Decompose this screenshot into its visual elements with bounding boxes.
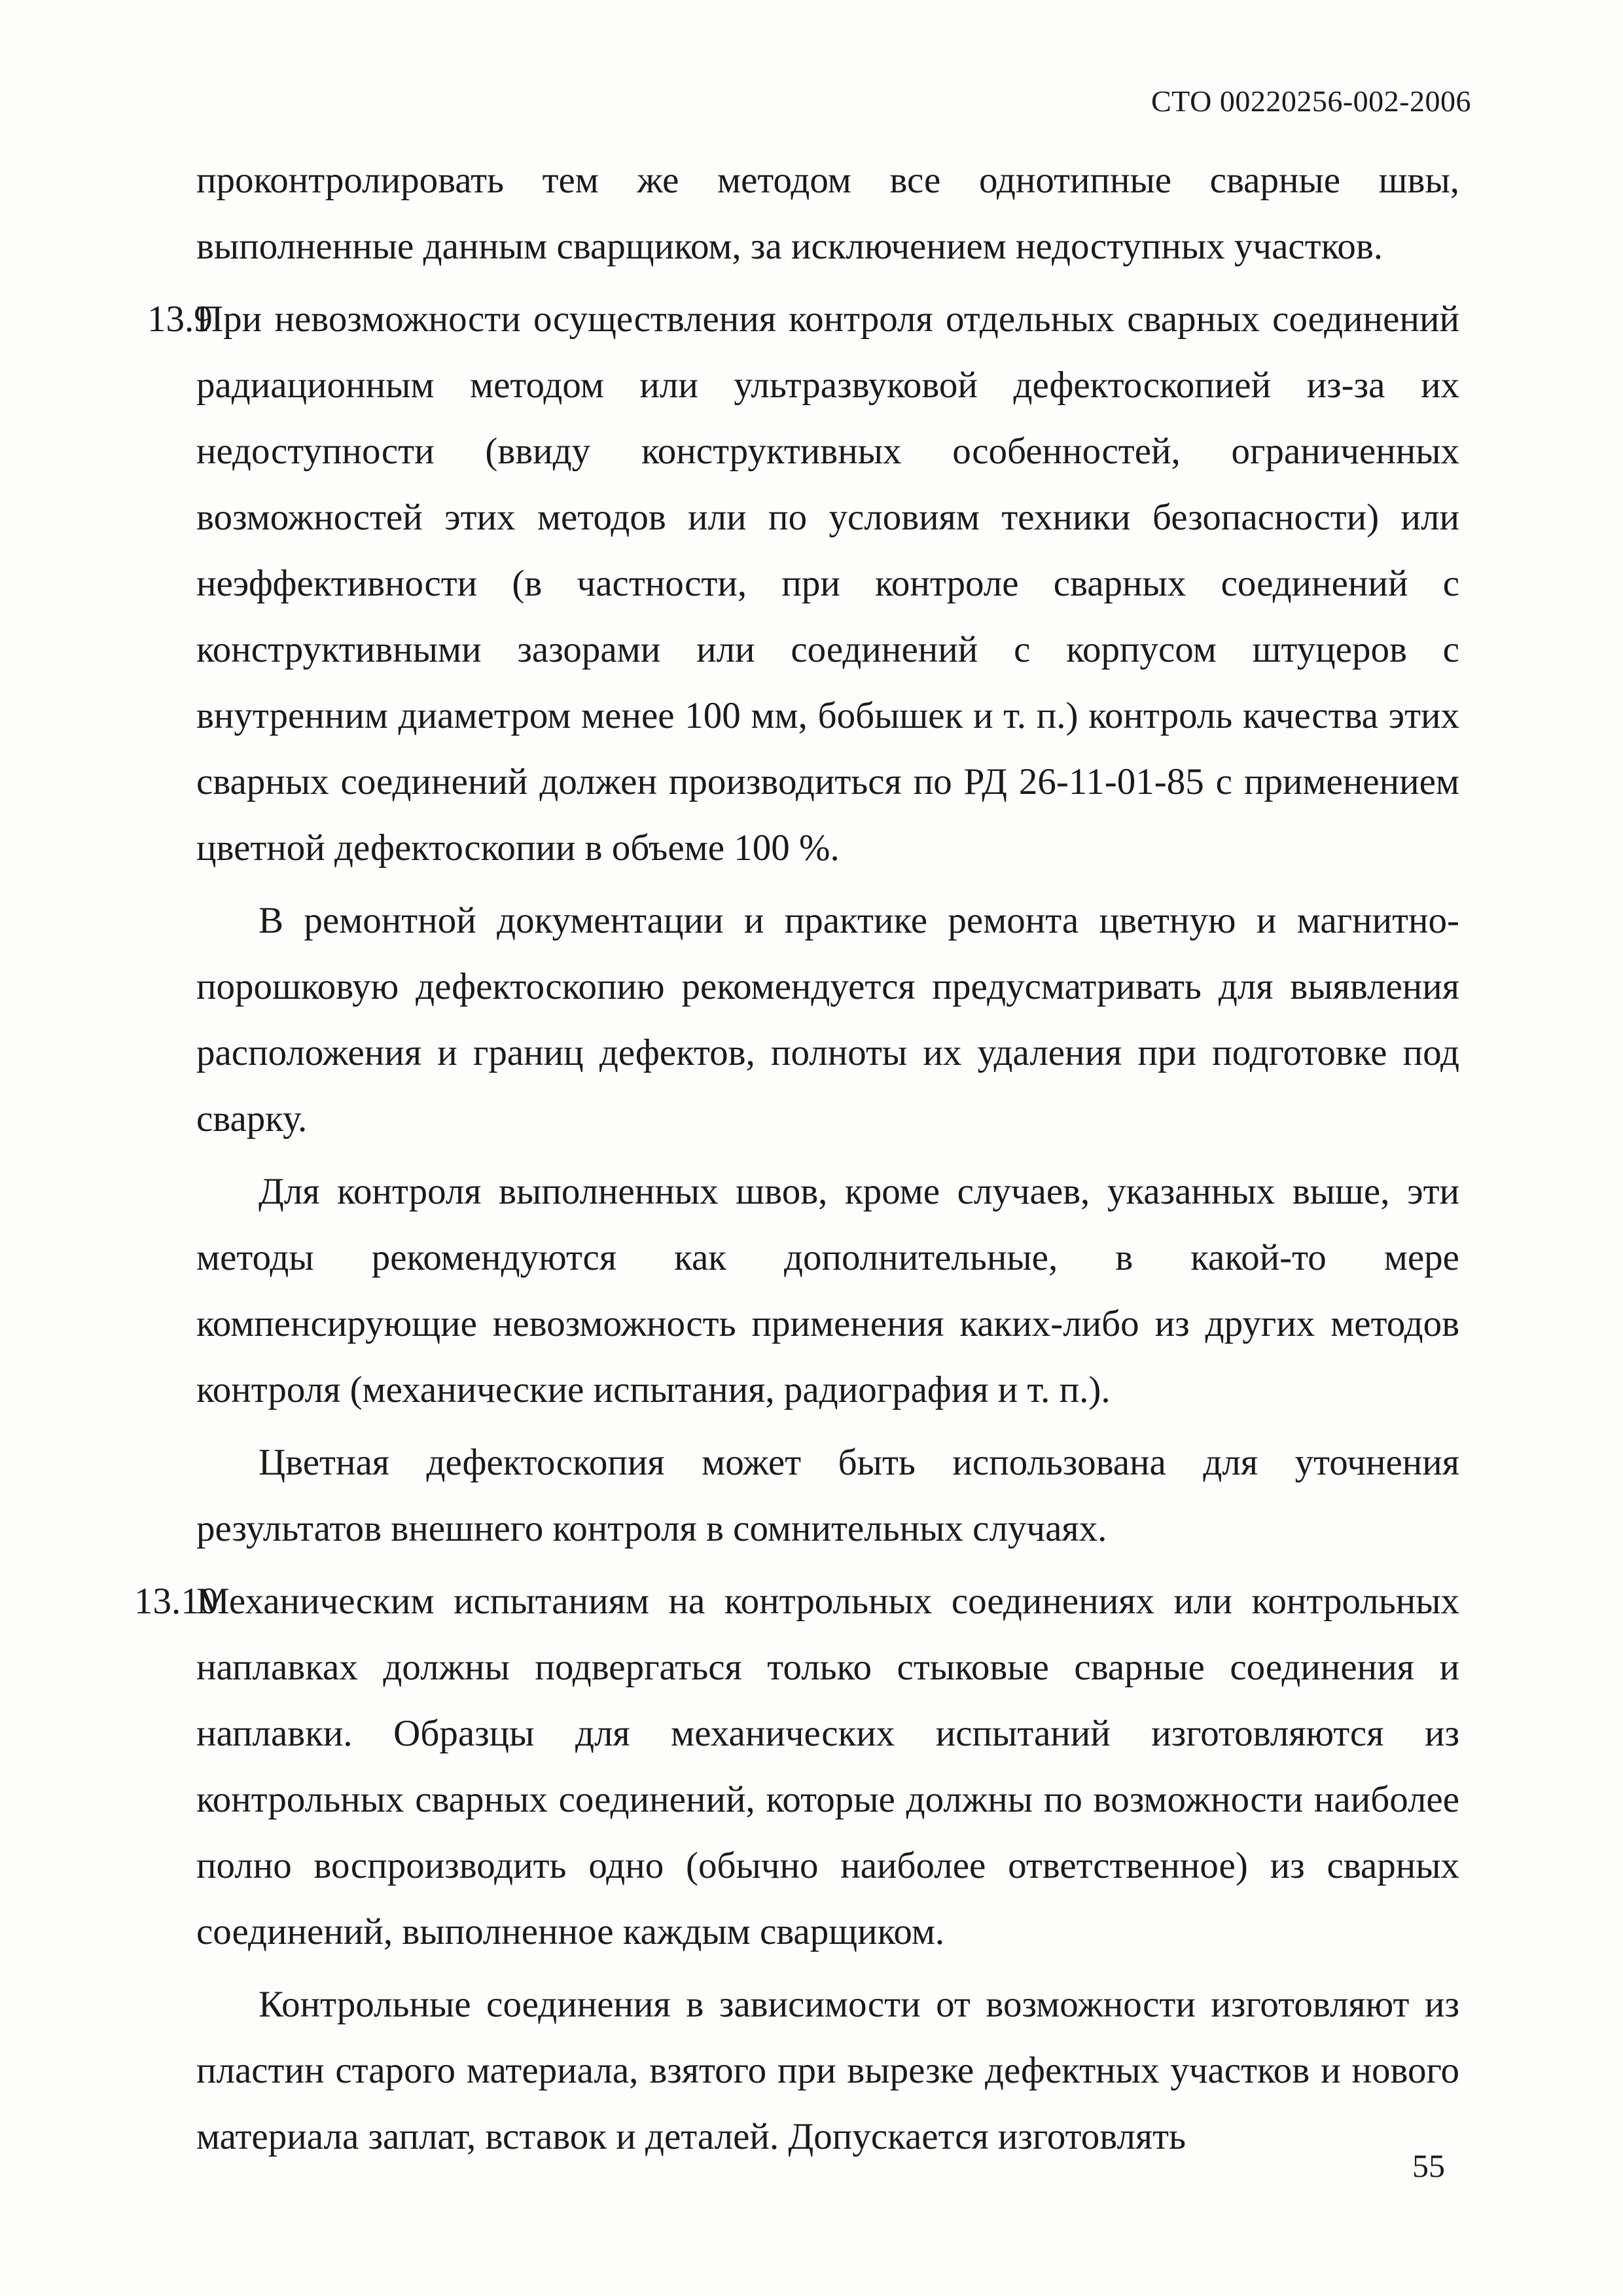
continued-paragraph: проконтролировать тем же методом все однотипные сварные швы, выполненные данным сварщиком, за исключением недоступных участков. (196, 160, 1459, 267)
clause-number: 13.9 (147, 298, 213, 340)
paragraph-control-methods: Для контроля выполненных швов, кроме случаев, указанных выше, эти методы рекомендуются как дополнительные, в какой-то мере компенсирующие невозможность применения каких-либо из других методов контроля (механические испытания, радиография и т. п.). (196, 1171, 1459, 1410)
clause-text: Механическим испытаниям на контрольных соединениях или контрольных наплавках должны подвергаться только стыковые сварные соединения и наплавки. Образцы для механических испытаний изготовляются из контрольных сварных соединений, которые должны по возможности наиболее полно воспроизводить одно (обычно наиболее ответственное) из сварных соединений, выполненное каждым сварщиком. (196, 1581, 1459, 1952)
document-body (134, 147, 1459, 2170)
page-number: 55 (1412, 2147, 1445, 2184)
paragraph-color-defectoscopy: Цветная дефектоскопия может быть использована для уточнения результатов внешнего контроля в сомнительных случаях. (196, 1442, 1459, 1549)
clause-text: При невозможности осуществления контроля отдельных сварных соединений радиационным методом или ультразвуковой дефектоскопией из-за их недоступности (ввиду конструктивных особенностей, ограниченных возможностей этих методов или по условиям техники безопасности) или неэффективности (в частности, при контроле сварных соединений с конструктивными зазорами или соединений с корпусом штуцеров с внутренним диаметром менее 100 мм, бобышек и т. п.) контроль качества этих сварных соединений должен производиться по РД 26-11-01-85 с применением цветной дефектоскопии в объеме 100 %. (196, 298, 1459, 869)
clause-number: 13.10 (134, 1581, 219, 1622)
paragraph-control-joints: Контрольные соединения в зависимости от возможности изготовляют из пластин старого материала, взятого при вырезке дефектных участков и нового материала заплат, вставок и деталей. Допускается изготовлять (196, 1984, 1459, 2157)
clause-13-10 (134, 1568, 1459, 1965)
paragraph-repair-documentation: В ремонтной документации и практике ремонта цветную и магнитно-порошковую дефектоскопию рекомендуется предусматривать для выявления расположения и границ дефектов, полноты их удаления при подготовке под сварку. (196, 900, 1459, 1139)
document-code-header: СТО 00220256-002-2006 (1150, 84, 1471, 118)
clause-13-9 (147, 286, 1459, 881)
